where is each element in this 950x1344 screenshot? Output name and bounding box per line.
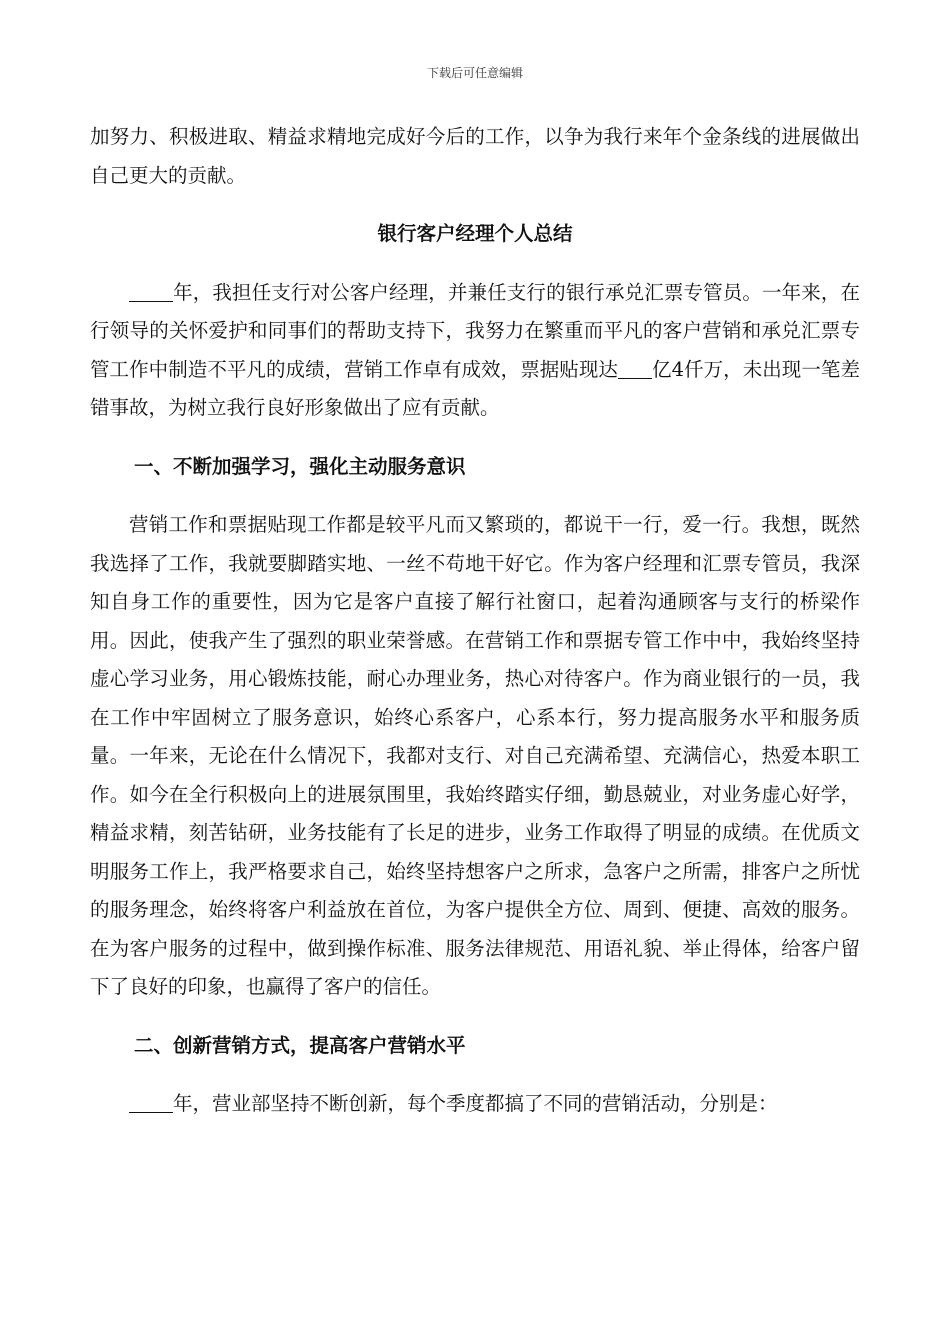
section-heading-2: 二、创新营销方式，提高客户营销水平 xyxy=(134,1033,466,1057)
year-blank xyxy=(129,281,173,302)
page-header: 下载后可任意编辑 xyxy=(426,66,523,80)
year-blank-2 xyxy=(129,1093,173,1114)
section-heading-1: 一、不断加强学习，强化主动服务意识 xyxy=(134,454,466,478)
paragraph-intro xyxy=(90,274,860,428)
paragraph-service: 营销工作和票据贴现工作都是较平凡而又繁琐的，都说干一行，爱一行。我想，既然我选择了工作，我就要脚踏实地、一丝不苟地干好它。作为客户经理和汇票专管员，我深知自身工作的重要性，因为它是客户直接了解行社窗口，起着沟通顾客与支行的桥梁作用。因此，使我产生了强烈的职业荣誉感。在营销工作和票据专管工作中中，我始终坚持虚心学习业务，用心锻炼技能，耐心办理业务，热心对待客户。作为商业银行的一员，我在工作中牢固树立了服务意识，始终心系客户，心系本行，努力提高服务水平和服务质量。一年来，无论在什么情况下，我都对支行、对自己充满希望、充满信心，热爱本职工作。如今在全行积极向上的进展氛围里，我始终踏实仔细，勤恳兢业，对业务虚心好学，精益求精，刻苦钻研，业务技能有了长足的进步，业务工作取得了明显的成绩。在优质文明服务工作上，我严格要求自己，始终坚持想客户之所求，急客户之所需，排客户之所忧的服务理念，始终将客户利益放在首位，为客户提供全方位、周到、便捷、高效的服务。在为客户服务的过程中，做到操作标准、服务法律规范、用语礼貌、举止得体，给客户留下了良好的印象，也赢得了客户的信任。 xyxy=(90,513,860,998)
paragraph-marketing xyxy=(90,1085,860,1124)
paragraph-marketing-text: 年，营业部坚持不断创新，每个季度都搞了不同的营销活动，分别是： xyxy=(173,1092,778,1115)
paragraph-intro-text-a: 年，我担任支行对公客户经理，并兼任支行的银行承兑汇票专管员。一年来，在行领导的关怀爱护和同事们的帮助支持下，我努力在繁重而平凡的客户营销和承兑汇票专管工作中制造不平凡的成绩，营销工作卓有成效，票据贴现达 xyxy=(90,280,860,381)
amount-blank xyxy=(618,358,652,379)
document-body xyxy=(90,118,860,1124)
document-title: 银行客户经理个人总结 xyxy=(377,222,573,245)
paragraph-continuation: 加努力、积极进取、精益求精地完成好今后的工作，以争为我行来年个金条线的进展做出自己更大的贡献。 xyxy=(90,125,860,187)
paragraph-intro-text-b: 亿4仟万，未出现一笔差错事故，为树立我行良好形象做出了应有贡献。 xyxy=(90,357,860,419)
